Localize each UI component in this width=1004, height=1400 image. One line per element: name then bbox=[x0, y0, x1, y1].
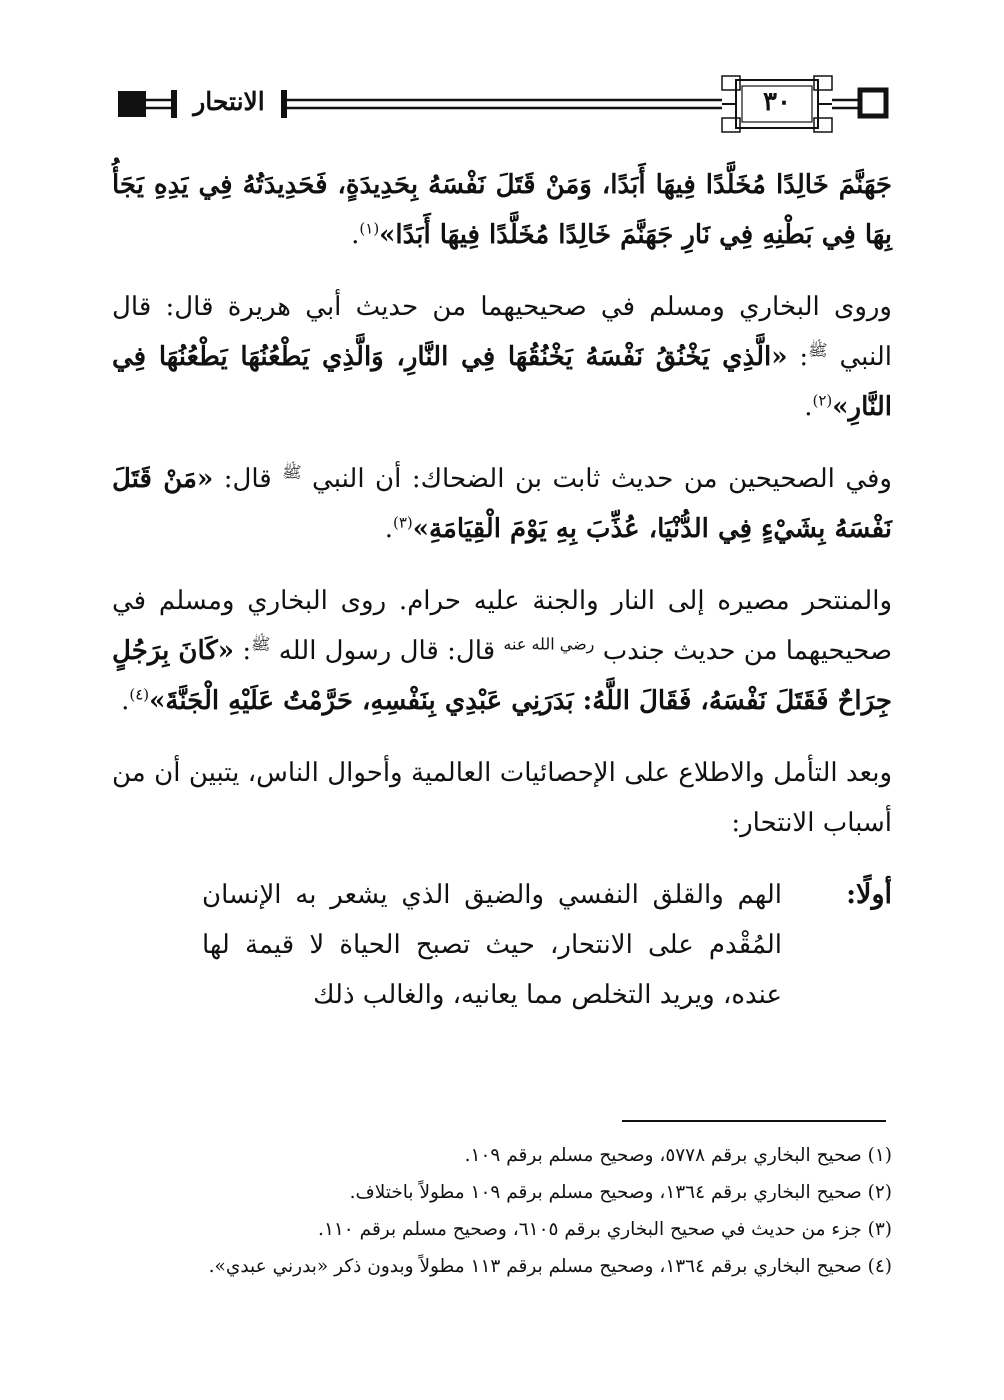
page-body bbox=[112, 160, 892, 1020]
footnote-ref: (٢) bbox=[812, 391, 833, 410]
hadith-quote: «كَانَ بِرَجُلٍ جِرَاحٌ فَقَتَلَ نَفْسَهُ، فَقَالَ اللَّهُ: بَدَرَنِي عَبْدِي بِنَفْسِهِ، حَرَّمْتُ عَلَيْهِ الْجَنَّةَ» bbox=[112, 636, 892, 716]
running-title: الانتحار bbox=[178, 82, 280, 122]
paragraph-1 bbox=[112, 160, 892, 260]
page-header bbox=[0, 0, 1004, 150]
footnote-4: (٤) صحيح البخاري برقم ١٣٦٤، وصحيح مسلم برقم ١١٣ مطولاً وبدون ذكر «بدرني عبدي». bbox=[208, 1256, 892, 1277]
header-ornament bbox=[0, 0, 1004, 150]
period: . bbox=[804, 392, 813, 422]
footnote-divider bbox=[622, 1120, 886, 1122]
period: . bbox=[351, 220, 360, 250]
footnote-ref: (٤) bbox=[129, 685, 150, 704]
paragraph-2 bbox=[112, 282, 892, 432]
footnote-3: (٣) جزء من حديث في صحيح البخاري برقم ٦١٠٥، وصحيح مسلم برقم ١١٠. bbox=[318, 1219, 892, 1240]
radiyallahu-glyph: رضي الله عنه bbox=[503, 634, 595, 654]
paragraph-text: وفي الصحيحين من حديث ثابت بن الضحاك: أن النبي bbox=[312, 464, 892, 494]
footnote-2: (٢) صحيح البخاري برقم ١٣٦٤، وصحيح مسلم برقم ١٠٩ مطولاً باختلاف. bbox=[349, 1182, 892, 1203]
colon: : bbox=[234, 636, 252, 666]
paragraph-text: وروى البخاري ومسلم في صحيحيهما من حديث أبي هريرة قال: قال النبي bbox=[112, 292, 892, 372]
period: . bbox=[384, 514, 393, 544]
footnote-1: (١) صحيح البخاري برقم ٥٧٧٨، وصحيح مسلم برقم ١٠٩. bbox=[464, 1145, 892, 1166]
salutation-glyph: ﷺ bbox=[808, 340, 828, 360]
salutation-glyph: ﷺ bbox=[251, 634, 271, 654]
footnotes bbox=[112, 1137, 892, 1285]
paragraph-3 bbox=[112, 454, 892, 554]
salutation-glyph: ﷺ bbox=[282, 462, 302, 482]
paragraph-text: قال: قال رسول الله bbox=[278, 636, 504, 666]
footnote-ref: (٣) bbox=[392, 513, 413, 532]
hadith-quote: جَهَنَّمَ خَالِدًا مُخَلَّدًا فِيهَا أَبَدًا، وَمَنْ قَتَلَ نَفْسَهُ بِحَدِيدَةٍ، فَحَدِيدَتُهُ فِي يَدِهِ يَجَأُ بِهَا فِي بَطْنِهِ فِي نَارِ جَهَنَّمَ خَالِدًا مُخَلَّدًا فِيهَا أَبَدًا» bbox=[112, 170, 892, 250]
hadith-quote: «مَنْ قَتَلَ نَفْسَهُ بِشَيْءٍ فِي الدُّنْيَا، عُذِّبَ بِهِ يَوْمَ الْقِيَامَةِ» bbox=[112, 464, 892, 544]
paragraph-text: والمنتحر مصيره إلى النار والجنة عليه حرام. روى البخاري ومسلم في صحيحيهما من حديث جندب bbox=[112, 586, 893, 666]
paragraph-4 bbox=[112, 576, 892, 726]
hadith-quote: «الَّذِي يَخْنُقُ نَفْسَهُ يَخْنُقُهَا فِي النَّارِ، وَالَّذِي يَطْعُنُهَا يَطْعُنُهَا فِي النَّارِ» bbox=[112, 342, 892, 422]
period: . bbox=[121, 686, 130, 716]
paragraph-5: وبعد التأمل والاطلاع على الإحصائيات العالمية وأحوال الناس، يتبين أن من أسباب الانتحار: bbox=[112, 758, 892, 838]
list-label: أولًا: bbox=[846, 879, 892, 910]
page-number: ٣٠ bbox=[763, 87, 791, 117]
cause-list-item bbox=[112, 870, 892, 1020]
footnote-ref: (١) bbox=[359, 219, 380, 238]
colon: : bbox=[787, 342, 809, 372]
list-text: الهم والقلق النفسي والضيق الذي يشعر به الإنسان المُقْدم على الانتحار، حيث تصبح الحياة لا قيمة لها عنده، ويريد التخلص مما يعانيه، والغالب ذلك bbox=[202, 880, 782, 1010]
paragraph-text: قال: bbox=[213, 464, 283, 494]
